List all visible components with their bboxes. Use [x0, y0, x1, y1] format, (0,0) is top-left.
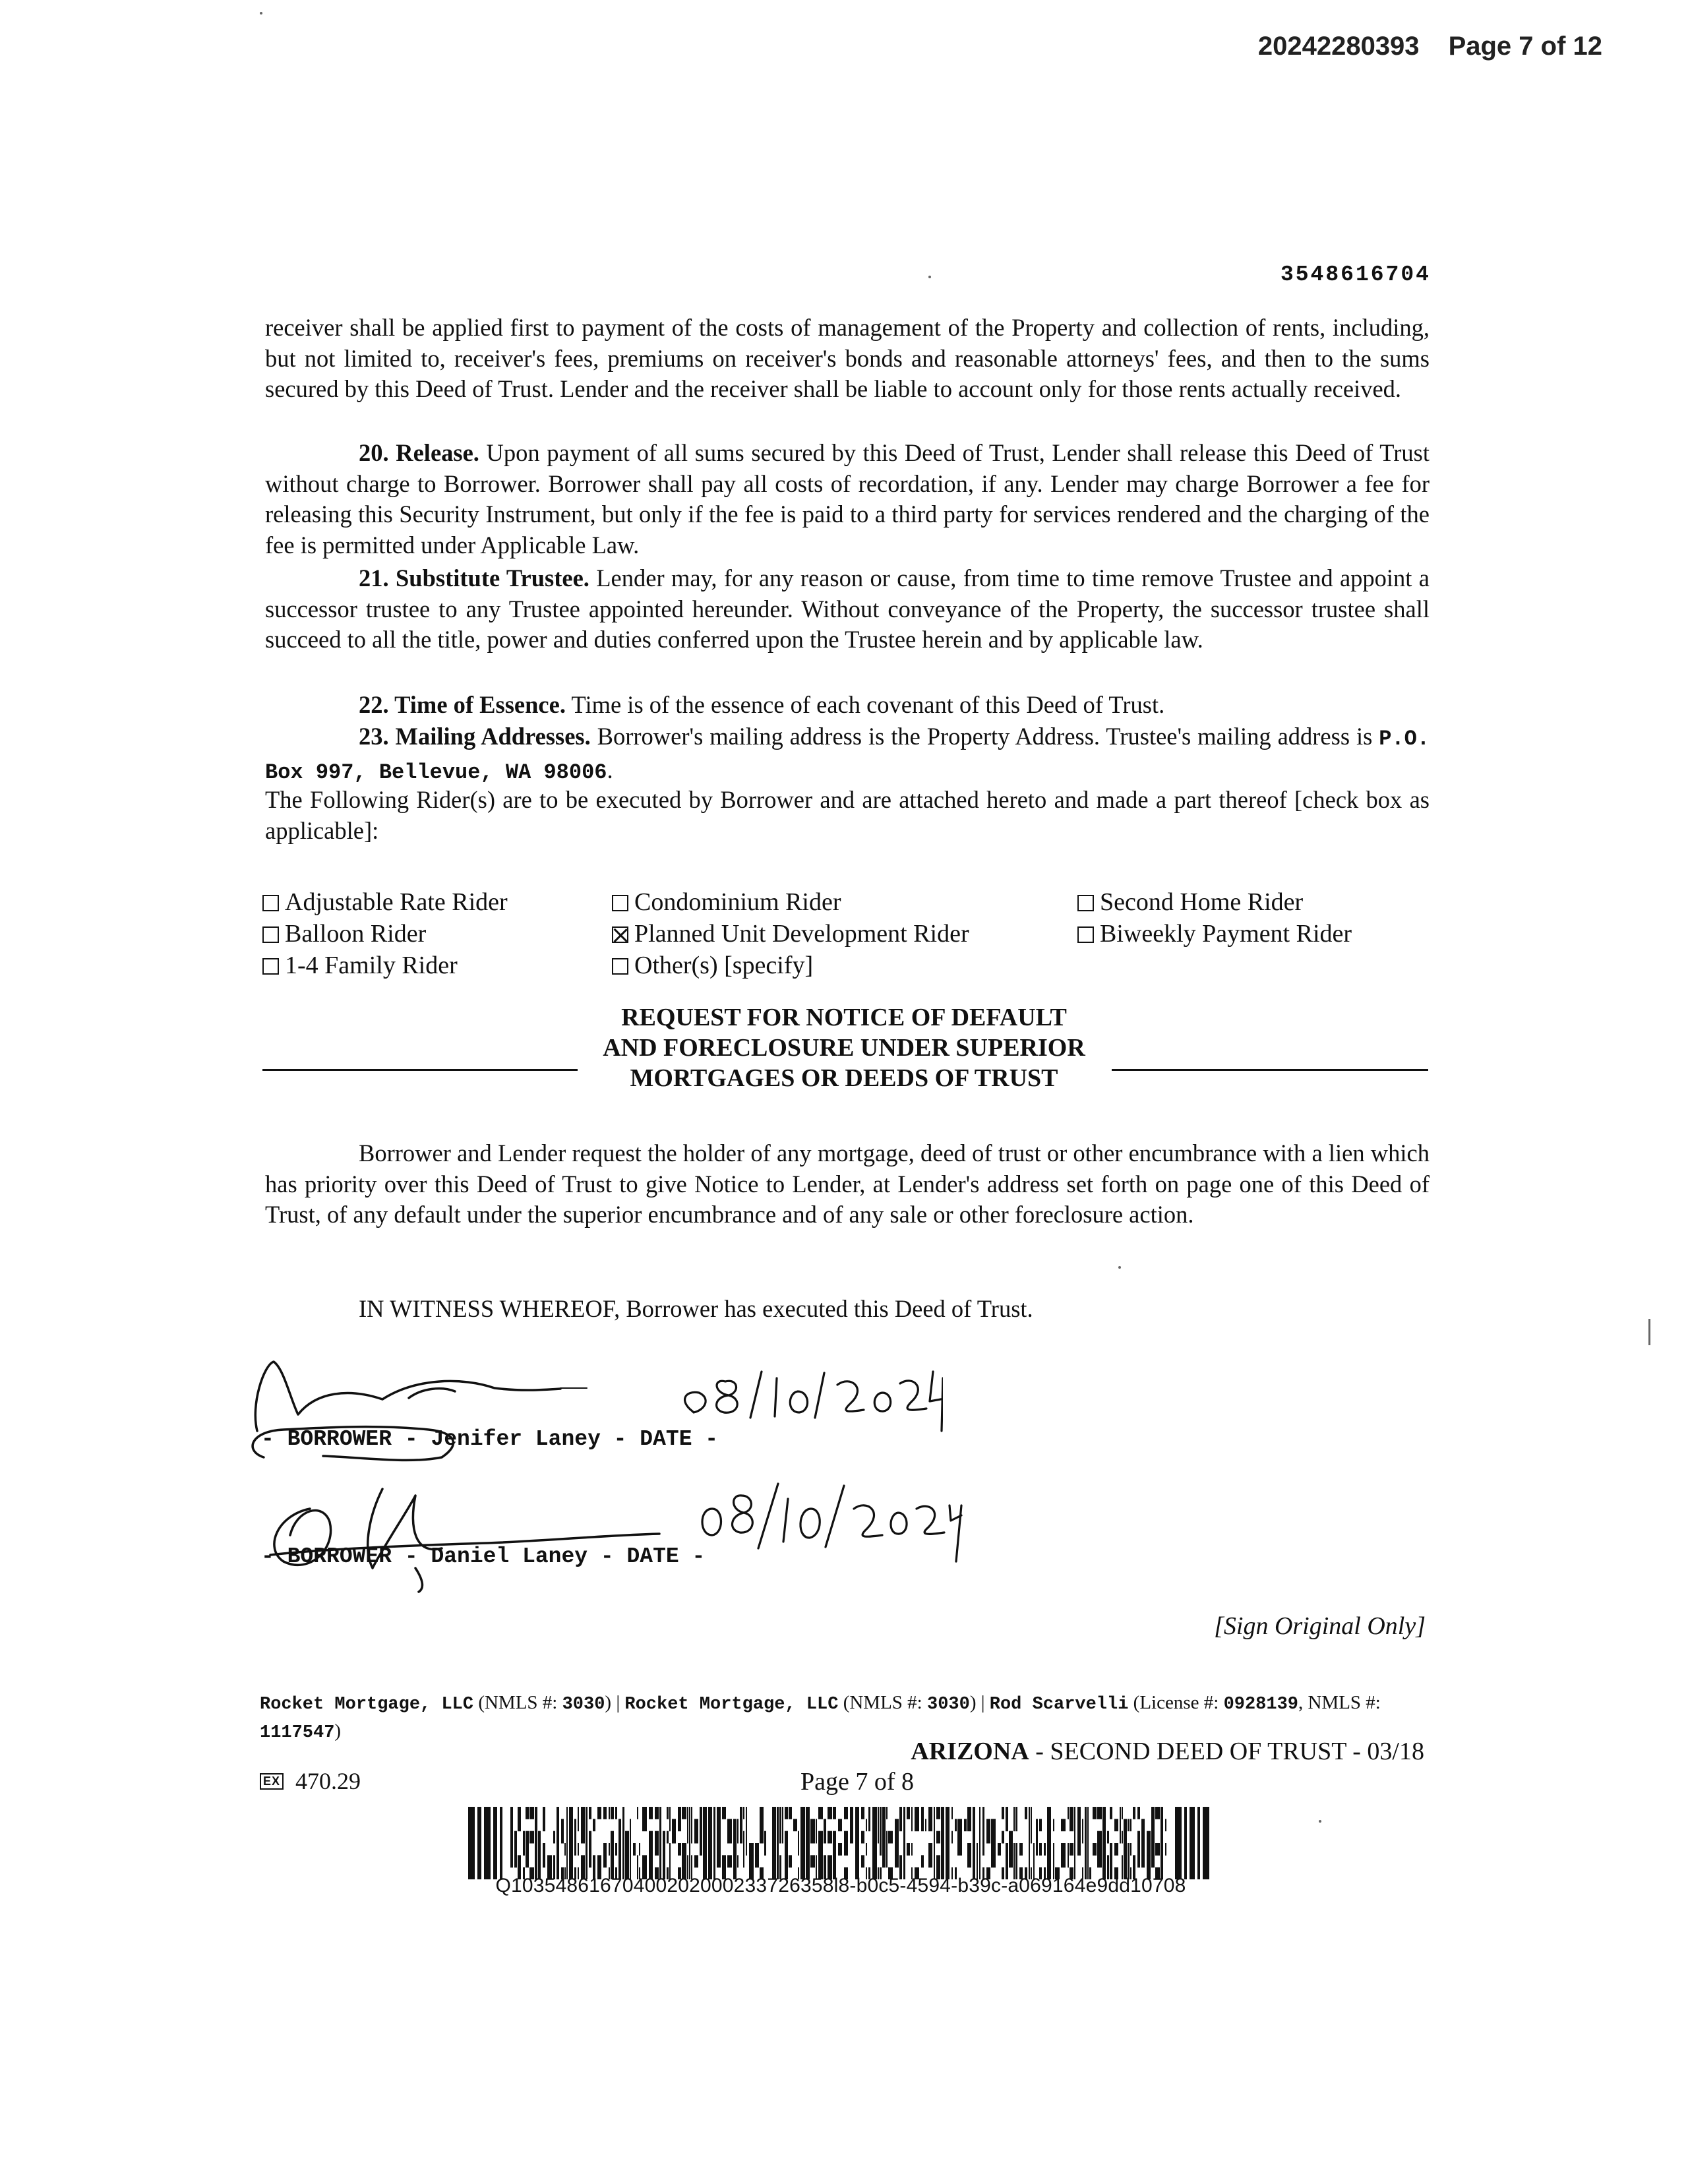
paragraph-mailing-addresses — [265, 721, 1430, 788]
borrower-signature-1 — [244, 1352, 943, 1471]
handwritten-date-2 — [702, 1484, 961, 1562]
rider-planned-unit-development[interactable] — [612, 918, 969, 950]
lender-name: Rocket Mortgage, LLC — [624, 1695, 839, 1714]
form-title-text: - SECOND DEED OF TRUST - 03/18 — [1029, 1738, 1424, 1765]
heading-rule-left — [262, 1069, 578, 1071]
borrower-2-signature-line: - BORROWER - Daniel Laney - DATE - — [261, 1544, 706, 1569]
trustee-mailing-address: P.O. Box 997, Bellevue, WA 98006 — [265, 727, 1430, 785]
page-number: Page 7 of 8 — [800, 1768, 915, 1796]
rider-label: Adjustable Rate Rider — [285, 888, 508, 916]
checkbox-icon[interactable] — [262, 926, 279, 943]
rider-label: Second Home Rider — [1100, 888, 1304, 916]
barcode-text: Q10354861670400202000233726358l8-b0c5-4594-b39c-a069164e9dd10708 — [495, 1875, 1186, 1896]
paragraph-substitute-heading: 21. Substitute Trustee. — [359, 564, 589, 592]
paragraph-time-text: Time is of the essence of each covenant of this Deed of Trust. — [565, 691, 1165, 718]
heading-line: MORTGAGES OR DEEDS OF TRUST — [630, 1064, 1058, 1092]
scan-mark — [1648, 1319, 1650, 1345]
rider-label: Planned Unit Development Rider — [634, 920, 969, 948]
rider-adjustable-rate[interactable] — [262, 886, 508, 918]
paragraph-release-text: Upon payment of all sums secured by this Deed of Trust, Lender shall release this Deed of Trust without charge to Borrower. Borrower shall pay all costs of recordation, if any. Lender may charge Borrower a fee for releasing this Security Instrument, but only if the fee is paid to a third party for services rendered and the charging of the fee is permitted under Applicable Law. — [265, 439, 1430, 559]
scan-speck — [260, 12, 262, 15]
borrower-1-signature-line: - BORROWER - Jenifer Laney - DATE - — [261, 1427, 719, 1451]
checkbox-icon[interactable] — [262, 958, 279, 975]
form-code — [260, 1767, 361, 1795]
paragraph-substitute-text: Lender may, for any reason or cause, from time to time remove Trustee and appoint a successor trustee to any Trustee appointed hereunder. Without conveyance of the Property, the successor trustee shall succeed to all the title, power and duties conferred upon the Trustee herein and by applicable law. — [265, 564, 1430, 653]
nmls-number: 1117547 — [260, 1723, 335, 1743]
rider-label: Other(s) [specify] — [634, 952, 814, 979]
lender-name: Rocket Mortgage, LLC — [260, 1695, 474, 1714]
sign-original-only-note: [Sign Original Only] — [1214, 1612, 1426, 1640]
checkbox-icon[interactable] — [612, 895, 628, 911]
loan-officer-name: Rod Scarvelli — [989, 1695, 1129, 1714]
checkbox-icon[interactable] — [262, 895, 279, 911]
rider-1-4-family[interactable] — [262, 950, 458, 981]
checkbox-icon[interactable] — [1077, 926, 1094, 943]
request-notice-heading — [580, 1002, 1108, 1093]
nmls-label: (NMLS #: — [838, 1692, 927, 1713]
rider-other[interactable] — [612, 950, 813, 981]
recording-header — [1207, 32, 1602, 61]
paragraph-mailing-heading: 23. Mailing Addresses. — [359, 723, 591, 750]
rider-label: Balloon Rider — [285, 920, 427, 948]
loan-number: 3548616704 — [1280, 262, 1431, 287]
rider-biweekly-payment[interactable] — [1077, 918, 1352, 950]
paragraph-mailing-end: . — [607, 756, 613, 783]
nmls-number: 3030 — [562, 1695, 605, 1714]
paragraph-release — [265, 438, 1430, 561]
barcode-icon — [468, 1807, 1213, 1879]
checkbox-icon[interactable] — [1077, 895, 1094, 911]
rider-balloon[interactable] — [262, 918, 426, 950]
scan-speck — [1319, 1820, 1321, 1823]
separator: ) | — [969, 1692, 990, 1713]
recording-number: 20242280393 — [1257, 32, 1420, 61]
request-notice-paragraph: Borrower and Lender request the holder of any mortgage, deed of trust or other encumbrance with a lien which has priority over this Deed of Trust to give Notice to Lender, at Lender's address set forth on page one of this Deed of Trust, of any default under the superior encumbrance and of any sale or other foreclosure action. — [265, 1139, 1430, 1228]
paragraph-release-heading: 20. Release. — [359, 439, 479, 466]
paragraph-time-of-essence — [265, 690, 1430, 721]
rider-label: Biweekly Payment Rider — [1100, 920, 1352, 948]
paragraph-receiver: receiver shall be applied first to payment of the costs of management of the Property and collection of rents, including, but not limited to, receiver's fees, premiums on receiver's bonds and reasonable attorneys' fees, and then to the sums secured by this Deed of Trust. Lender and the receiver shall be liable to account only for those rents actually received. — [265, 314, 1430, 402]
handwritten-date-1 — [685, 1372, 943, 1431]
nmls-label: (NMLS #: — [473, 1692, 562, 1713]
heading-line: AND FORECLOSURE UNDER SUPERIOR — [603, 1034, 1085, 1062]
nmls-number: 3030 — [927, 1695, 970, 1714]
separator: ) | — [605, 1692, 625, 1713]
rider-label: 1-4 Family Rider — [285, 952, 458, 979]
nmls-label: , NMLS #: — [1298, 1692, 1381, 1713]
recording-page: Page 7 of 12 — [1448, 32, 1602, 61]
checked-checkbox-icon[interactable] — [612, 926, 628, 943]
license-label: (License #: — [1128, 1692, 1224, 1713]
rider-label: Condominium Rider — [634, 888, 841, 916]
license-number: 0928139 — [1223, 1695, 1298, 1714]
form-title — [870, 1737, 1424, 1766]
heading-line: REQUEST FOR NOTICE OF DEFAULT — [621, 1004, 1067, 1031]
borrower-signature-2 — [251, 1469, 963, 1594]
checkbox-icon[interactable] — [612, 958, 628, 975]
rider-second-home[interactable] — [1077, 886, 1303, 918]
witness-statement: IN WITNESS WHEREOF, Borrower has executed this Deed of Trust. — [359, 1295, 1033, 1322]
paragraph-time-heading: 22. Time of Essence. — [359, 691, 566, 718]
scan-speck — [1118, 1266, 1121, 1269]
separator: ) — [334, 1720, 342, 1742]
rider-condominium[interactable] — [612, 886, 841, 918]
scan-speck — [928, 276, 931, 278]
form-code-number: 470.29 — [295, 1768, 361, 1794]
heading-rule-right — [1112, 1069, 1428, 1071]
paragraph-substitute-trustee — [265, 563, 1430, 655]
form-state: ARIZONA — [911, 1738, 1029, 1765]
ex-icon: EX — [260, 1773, 284, 1790]
riders-intro: The Following Rider(s) are to be executed by Borrower and are attached hereto and made a part thereof [check box as applicable]: — [265, 786, 1430, 844]
paragraph-mailing-text: Borrower's mailing address is the Property Address. Trustee's mailing address is — [590, 723, 1379, 750]
